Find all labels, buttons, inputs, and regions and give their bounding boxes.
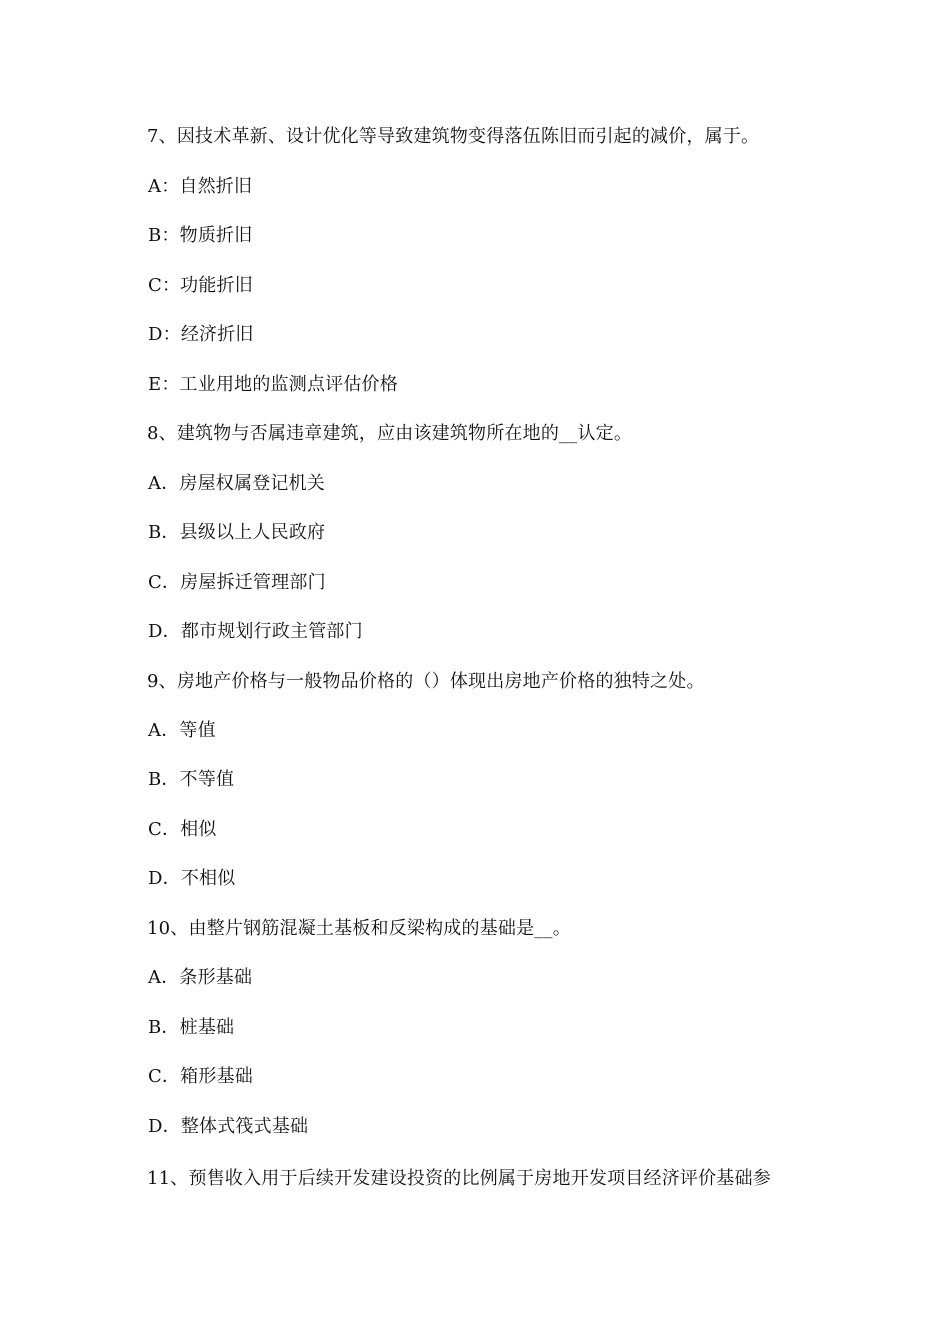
question-8-option-c: C．房屋拆迁管理部门	[148, 572, 326, 593]
question-7-option-e: E：工业用地的监测点评估价格	[148, 374, 398, 395]
question-7-text: 7、因技术革新、设计优化等导致建筑物变得落伍陈旧而引起的减价，属于。	[147, 126, 760, 147]
question-11-text: 11、预售收入用于后续开发建设投资的比例属于房地开发项目经济评价基础参	[147, 1168, 771, 1189]
question-10-option-b: B．桩基础	[148, 1017, 235, 1038]
question-8-text: 8、建筑物与否属违章建筑，应由该建筑物所在地的__认定。	[147, 423, 633, 444]
question-9-option-c: C．相似	[148, 819, 217, 840]
question-9-option-b: B．不等值	[148, 769, 235, 790]
question-7-option-c: C：功能折旧	[148, 275, 253, 296]
question-10-option-a: A．条形基础	[148, 967, 253, 988]
question-7-option-b: B：物质折旧	[148, 225, 253, 246]
question-8-option-a: A．房屋权属登记机关	[148, 473, 325, 494]
question-7-option-a: A：自然折旧	[148, 176, 253, 197]
question-7-option-d: D：经济折旧	[148, 324, 254, 345]
question-10-text: 10、由整片钢筋混凝土基板和反梁构成的基础是__。	[147, 918, 571, 939]
question-9-option-a: A．等值	[148, 720, 216, 741]
question-8-option-b: B．县级以上人民政府	[148, 522, 326, 543]
question-8-option-d: D．都市规划行政主管部门	[148, 621, 363, 642]
question-9-option-d: D．不相似	[148, 868, 236, 889]
question-9-text: 9、房地产价格与一般物品价格的（）体现出房地产价格的独特之处。	[147, 671, 705, 692]
question-10-option-d: D．整体式筏式基础	[148, 1116, 309, 1137]
question-10-option-c: C．箱形基础	[148, 1066, 253, 1087]
